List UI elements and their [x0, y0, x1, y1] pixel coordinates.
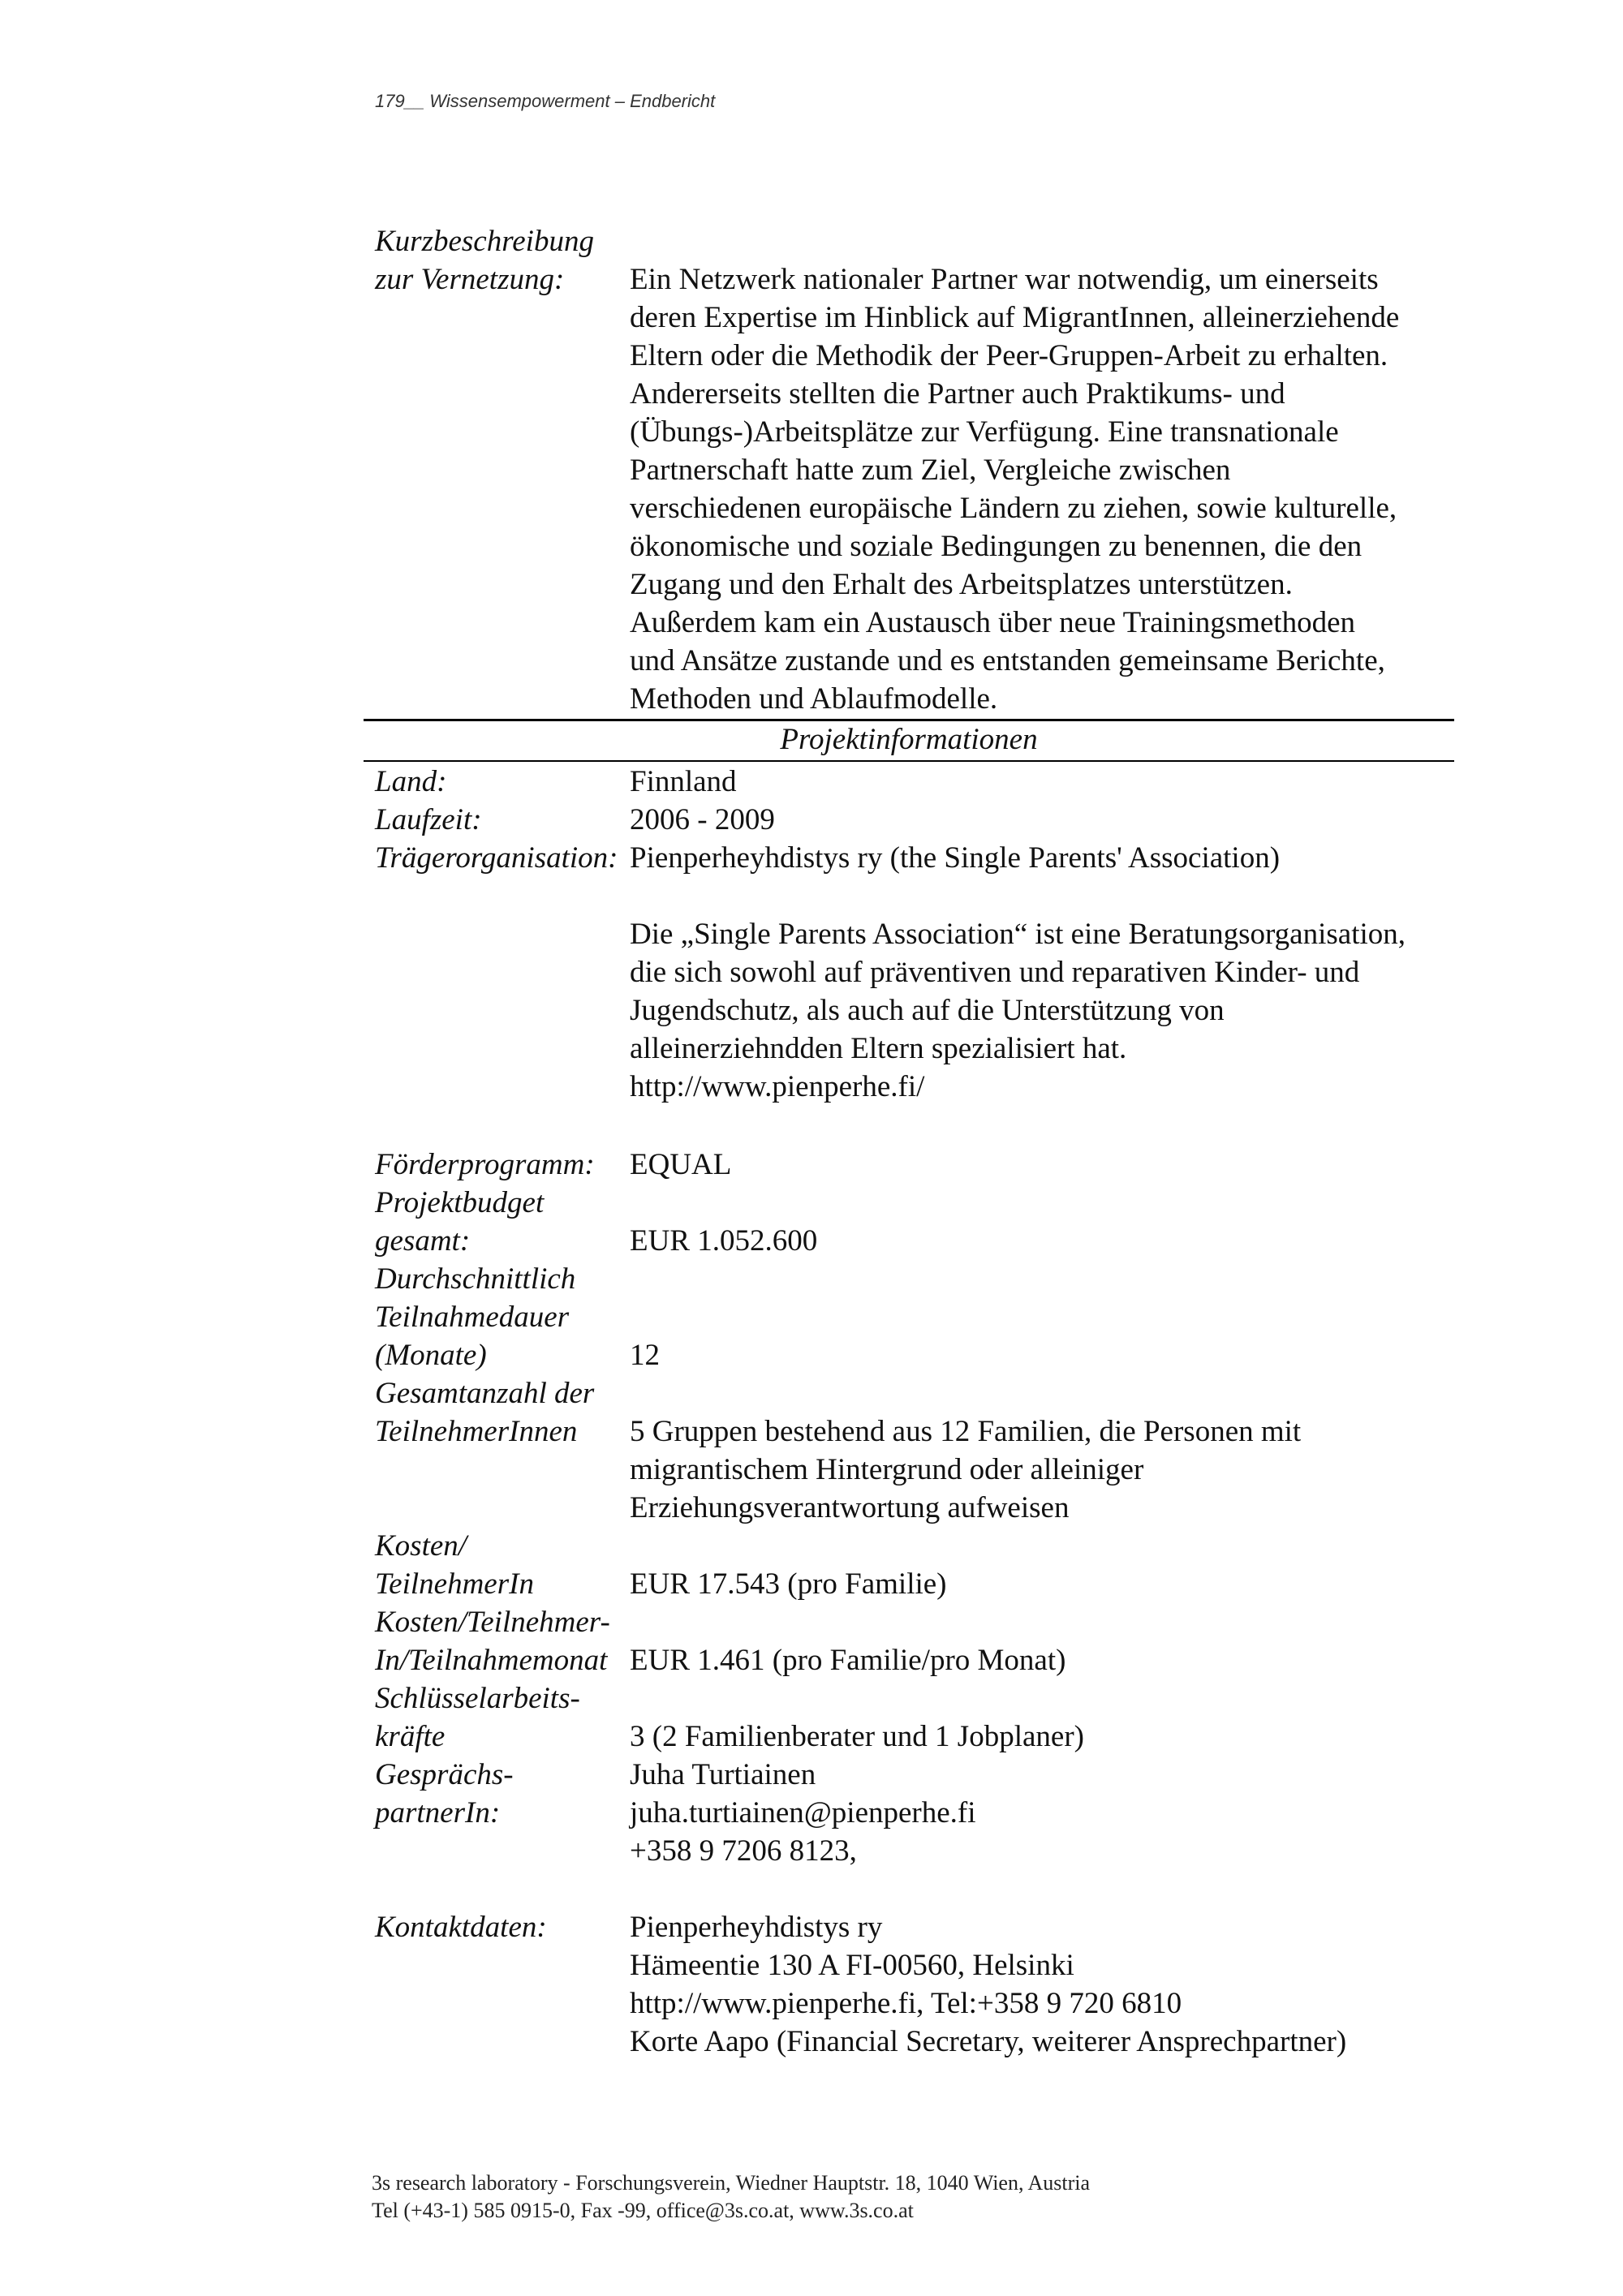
schluessel-label-line2: kräfte [375, 1720, 446, 1753]
kontakt-label: Kontaktdaten: [375, 1911, 547, 1944]
gespraech-label-line2: partnerIn: [375, 1796, 501, 1829]
dauer-value: 12 [630, 1339, 660, 1372]
vernetzung-text-line: ökonomische und soziale Bedingungen zu benennen, die den [630, 530, 1363, 563]
teilnehmer-value-line: Erziehungsverantwortung aufweisen [630, 1491, 1070, 1524]
foerder-label: Förderprogramm: [375, 1148, 595, 1181]
kosten-monat-value: EUR 1.461 (pro Familie/pro Monat) [630, 1644, 1066, 1677]
vernetzung-text-line: Zugang und den Erhalt des Arbeitsplatzes unterstützen. [630, 568, 1293, 601]
vernetzung-text-line: Eltern oder die Methodik der Peer-Gruppen-Arbeit zu erhalten. [630, 339, 1388, 372]
teilnehmer-value-line: 5 Gruppen bestehend aus 12 Familien, die Personen mit [630, 1415, 1302, 1448]
kontakt-value-line: http://www.pienperhe.fi, Tel:+358 9 720 6810 [630, 1987, 1182, 2020]
kosten-value: EUR 17.543 (pro Familie) [630, 1567, 947, 1601]
schluessel-value: 3 (2 Familienberater und 1 Jobplaner) [630, 1720, 1084, 1753]
kosten-label-line2: TeilnehmerIn [375, 1567, 534, 1601]
kontakt-value-line: Korte Aapo (Financial Secretary, weiterer Ansprechpartner) [630, 2025, 1347, 2058]
foerder-value: EQUAL [630, 1148, 732, 1181]
vernetzung-text-line: deren Expertise im Hinblick auf MigrantInnen, alleinerziehende [630, 301, 1400, 334]
traeger-url: http://www.pienperhe.fi/ [630, 1070, 925, 1103]
dauer-label-line1: Durchschnittlich [375, 1262, 576, 1296]
kosten-monat-label-line2: In/Teilnahmemonat [375, 1644, 608, 1677]
section-bottom-rule [364, 760, 1454, 762]
kontakt-value-line: Pienperheyhdistys ry [630, 1911, 883, 1944]
vernetzung-text-line: Ein Netzwerk nationaler Partner war notwendig, um einerseits [630, 263, 1379, 296]
kosten-label-line1: Kosten/ [375, 1529, 467, 1563]
vernetzung-label-line2: zur Vernetzung: [375, 263, 565, 296]
dauer-label-line3: (Monate) [375, 1339, 487, 1372]
vernetzung-text-line: verschiedenen europäische Ländern zu ziehen, sowie kulturelle, [630, 492, 1397, 525]
land-label: Land: [375, 765, 447, 798]
kontakt-value-line: Hämeentie 130 A FI-00560, Helsinki [630, 1949, 1074, 1982]
schluessel-label-line1: Schlüsselarbeits- [375, 1682, 580, 1715]
budget-label-line1: Projektbudget [375, 1186, 545, 1219]
traeger-desc-line: Die „Single Parents Association“ ist eine Beratungsorganisation, [630, 918, 1406, 951]
gespraech-name: Juha Turtiainen [630, 1758, 816, 1791]
traeger-label: Trägerorganisation: [375, 841, 618, 875]
dauer-label-line2: Teilnahmedauer [375, 1301, 570, 1334]
section-title: Projektinformationen [780, 723, 1038, 756]
vernetzung-text-line: und Ansätze zustande und es entstanden gemeinsame Berichte, [630, 644, 1385, 677]
land-value: Finnland [630, 765, 737, 798]
traeger-desc-line: Jugendschutz, als auch auf die Unterstützung von [630, 994, 1225, 1027]
gespraech-email: juha.turtiainen@pienperhe.fi [630, 1796, 976, 1829]
vernetzung-text-line: Andererseits stellten die Partner auch Praktikums- und [630, 377, 1285, 411]
vernetzung-label-line1: Kurzbeschreibung [375, 225, 594, 258]
gespraech-label-line1: Gesprächs- [375, 1758, 514, 1791]
vernetzung-text-line: Außerdem kam ein Austausch über neue Trainingsmethoden [630, 606, 1355, 639]
laufzeit-label: Laufzeit: [375, 803, 482, 836]
vernetzung-text-line: Partnerschaft hatte zum Ziel, Vergleiche zwischen [630, 454, 1231, 487]
kosten-monat-label-line1: Kosten/Teilnehmer- [375, 1606, 610, 1639]
gespraech-phone: +358 9 7206 8123, [630, 1834, 857, 1868]
footer-contact: Tel (+43-1) 585 0915-0, Fax -99, office@3s.co.at, www.3s.co.at [372, 2199, 914, 2222]
traeger-value: Pienperheyhdistys ry (the Single Parents' Association) [630, 841, 1281, 875]
budget-value: EUR 1.052.600 [630, 1224, 818, 1258]
laufzeit-value: 2006 - 2009 [630, 803, 775, 836]
vernetzung-text-line: Methoden und Ablaufmodelle. [630, 682, 998, 716]
budget-label-line2: gesamt: [375, 1224, 471, 1258]
page-header: 179__ Wissensempowerment – Endbericht [375, 91, 716, 111]
teilnehmer-label-line1: Gesamtanzahl der [375, 1377, 595, 1410]
teilnehmer-value-line: migrantischem Hintergrund oder alleiniger [630, 1453, 1144, 1486]
teilnehmer-label-line2: TeilnehmerInnen [375, 1415, 578, 1448]
traeger-desc-line: die sich sowohl auf präventiven und reparativen Kinder- und [630, 956, 1360, 989]
footer-address: 3s research laboratory - Forschungsverein, Wiedner Hauptstr. 18, 1040 Wien, Austria [372, 2171, 1091, 2195]
vernetzung-text-line: (Übungs-)Arbeitsplätze zur Verfügung. Eine transnationale [630, 415, 1339, 449]
traeger-desc-line: alleinerziehndden Eltern spezialisiert hat. [630, 1032, 1127, 1065]
